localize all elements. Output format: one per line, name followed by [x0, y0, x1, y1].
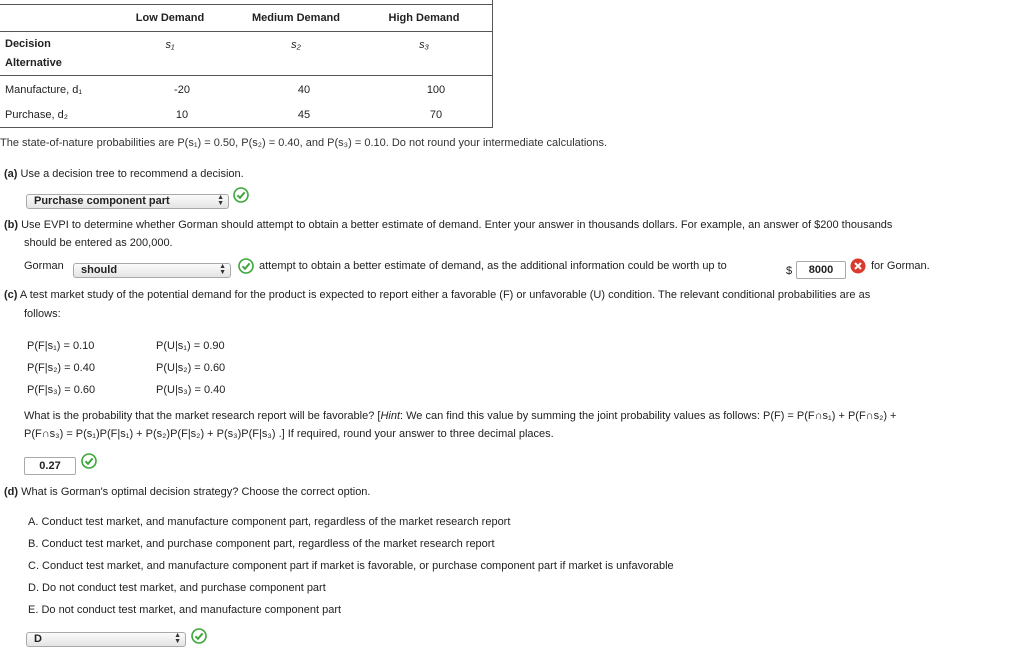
row-label-manufacture: Manufacture, d₁ — [5, 84, 83, 96]
prob-f-s3: P(F|s₃) = 0.60 — [27, 384, 96, 396]
part-d-text: What is Gorman's optimal decision strategy? Choose the correct option. — [21, 486, 371, 498]
prob-u-s3: P(U|s₃) = 0.40 — [156, 384, 226, 396]
table-cell: 40 — [297, 84, 311, 96]
table-cell: 100 — [426, 84, 446, 96]
part-c-label: (c) — [4, 289, 18, 301]
header-medium-demand: Medium Demand — [251, 12, 340, 24]
question-text: : We can find this value by summing the joint probability values as follows: P(F) = P(F∩s₁) + P(F∩s₂) + — [400, 410, 897, 422]
table-header-rule — [0, 31, 492, 32]
part-d-answer-select[interactable] — [26, 632, 186, 647]
option-d: D. Do not conduct test market, and purchase component part — [28, 582, 326, 594]
part-d-question — [4, 486, 370, 498]
correct-check-icon — [233, 187, 249, 203]
option-b: B. Conduct test market, and purchase component part, regardless of the market research report — [28, 538, 495, 550]
part-b-question — [4, 216, 1004, 234]
alternative-label: Alternative — [5, 57, 62, 69]
select-arrows-icon: ▲ ▼ — [174, 632, 181, 645]
part-a-answer-select[interactable] — [26, 194, 229, 209]
select-arrows-icon: ▲ ▼ — [217, 194, 224, 207]
question-text: What is the probability that the market research report will be favorable? [ — [24, 410, 381, 422]
part-a-question — [4, 168, 244, 180]
part-c-text-line2: follows: — [24, 308, 61, 320]
table-cell: 70 — [429, 109, 443, 121]
evpi-input[interactable]: 8000 — [796, 261, 846, 279]
correct-check-icon — [81, 453, 97, 469]
select-arrows-icon: ▲ ▼ — [219, 263, 226, 276]
option-c: C. Conduct test market, and manufacture component part if market is favorable, or purchase component part if market is unfavorable — [28, 560, 674, 572]
part-d-selected-value: D — [34, 633, 42, 645]
prob-u-s1: P(U|s₁) = 0.90 — [156, 340, 225, 352]
payoff-table — [0, 0, 493, 128]
hint-label: Hint — [380, 410, 401, 422]
table-cell: -20 — [174, 84, 190, 96]
correct-check-icon — [191, 628, 207, 644]
part-b-text-line2: should be entered as 200,000. — [24, 237, 173, 249]
part-c-text-line1: A test market study of the potential demand for the product is expected to report either a favorable (F) or unfavorable (U) condition. The relevant conditional probabilities are as — [19, 289, 871, 301]
header-low-demand: Low Demand — [135, 12, 205, 24]
prob-f-s1: P(F|s₁) = 0.10 — [27, 340, 95, 352]
option-a: A. Conduct test market, and manufacture component part, regardless of the market research report — [28, 516, 511, 528]
gorman-label: Gorman — [24, 260, 64, 272]
part-a-text: Use a decision tree to recommend a decision. — [20, 168, 244, 180]
table-cell: 45 — [297, 109, 311, 121]
part-b-middle-text: attempt to obtain a better estimate of demand, as the additional information could be worth up to — [259, 260, 727, 272]
part-b-selected-value: should — [81, 264, 118, 276]
favorable-probability-input[interactable]: 0.27 — [24, 457, 76, 475]
part-c-prob-question-line1 — [24, 410, 1014, 422]
part-b-suffix: for Gorman. — [871, 260, 930, 272]
prob-f-s2: P(F|s₂) = 0.40 — [27, 362, 95, 374]
state-s2: s₂ — [291, 39, 301, 51]
row-label-purchase: Purchase, d₂ — [5, 109, 68, 121]
state-s3: s₃ — [419, 39, 429, 51]
header-high-demand: High Demand — [388, 12, 460, 24]
part-b-label: (b) — [4, 219, 19, 231]
table-cell: 10 — [175, 109, 189, 121]
part-b-text-line1: Use EVPI to determine whether Gorman should attempt to obtain a better estimate of demand. Enter your answer in thousands dollars. For example, an answer of $200 thousands — [21, 219, 893, 231]
table-body-rule — [0, 75, 492, 76]
option-e: E. Do not conduct test market, and manufacture component part — [28, 604, 342, 616]
part-c-question — [4, 286, 1004, 304]
table-top-rule — [0, 4, 492, 5]
prob-u-s2: P(U|s₂) = 0.60 — [156, 362, 226, 374]
currency-symbol: $ — [786, 265, 793, 277]
part-b-should-select[interactable] — [73, 263, 231, 278]
part-a-selected-value: Purchase component part — [34, 195, 170, 207]
part-d-label: (d) — [4, 486, 19, 498]
decision-label: Decision — [5, 38, 51, 50]
correct-check-icon — [238, 258, 254, 274]
intro-text: The state-of-nature probabilities are P(s₁) = 0.50, P(s₂) = 0.40, and P(s₃) = 0.10. Do not round your intermediate calculations. — [0, 137, 608, 149]
state-s1: s₁ — [165, 39, 175, 51]
part-c-prob-question-line2: P(F∩s₃) = P(s₁)P(F|s₁) + P(s₂)P(F|s₂) + P(s₃)P(F|s₃) .] If required, round your answer to three decimal places. — [24, 428, 554, 440]
incorrect-x-icon — [850, 258, 866, 274]
part-a-label: (a) — [4, 168, 18, 180]
